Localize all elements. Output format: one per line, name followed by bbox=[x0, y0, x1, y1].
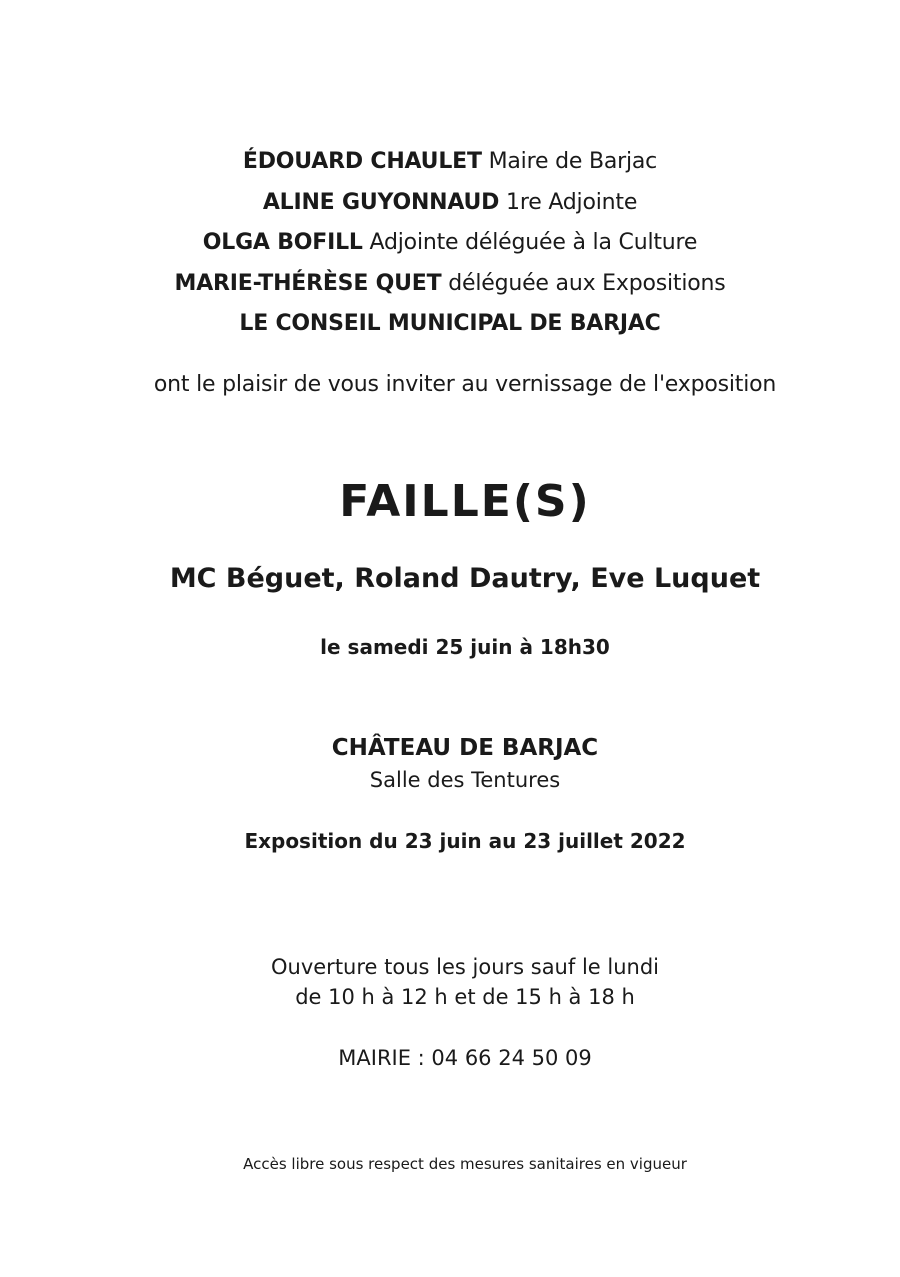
exhibition-title: FAILLE(S) bbox=[339, 476, 591, 527]
host-role: 1re Adjointe bbox=[506, 189, 638, 215]
hosts-list bbox=[0, 142, 900, 345]
footer-note: Accès libre sous respect des mesures sanitaires en vigueur bbox=[243, 1155, 687, 1173]
opening-hours-line: Ouverture tous les jours sauf le lundi bbox=[271, 955, 659, 979]
opening-hours-line: de 10 h à 12 h et de 15 h à 18 h bbox=[295, 985, 635, 1009]
contact-phone: MAIRIE : 04 66 24 50 09 bbox=[338, 1046, 592, 1070]
exhibition-period: Exposition du 23 juin au 23 juillet 2022 bbox=[244, 829, 686, 853]
exhibition-artists: MC Béguet, Roland Dautry, Eve Luquet bbox=[169, 563, 761, 594]
opening-hours bbox=[0, 952, 900, 1012]
host-line bbox=[0, 264, 900, 305]
host-name: ALINE GUYONNAUD bbox=[262, 189, 500, 215]
opening-date: le samedi 25 juin à 18h30 bbox=[320, 635, 610, 659]
host-role: déléguée aux Expositions bbox=[448, 270, 726, 296]
host-line bbox=[0, 304, 900, 345]
host-line bbox=[0, 183, 900, 224]
host-line bbox=[0, 142, 900, 183]
venue-name: CHÂTEAU DE BARJAC bbox=[331, 735, 599, 761]
invitation-text: ont le plaisir de vous inviter au vernissage de l'exposition bbox=[153, 372, 777, 397]
host-name: ÉDOUARD CHAULET bbox=[242, 149, 482, 174]
host-line bbox=[0, 223, 900, 264]
host-role: Adjointe déléguée à la Culture bbox=[369, 230, 698, 255]
venue-room: Salle des Tentures bbox=[369, 768, 561, 792]
host-name: MARIE-THÉRÈSE QUET bbox=[174, 270, 442, 296]
host-role: Maire de Barjac bbox=[488, 149, 658, 174]
host-name: LE CONSEIL MUNICIPAL DE BARJAC bbox=[239, 311, 661, 336]
host-name: OLGA BOFILL bbox=[202, 230, 363, 255]
